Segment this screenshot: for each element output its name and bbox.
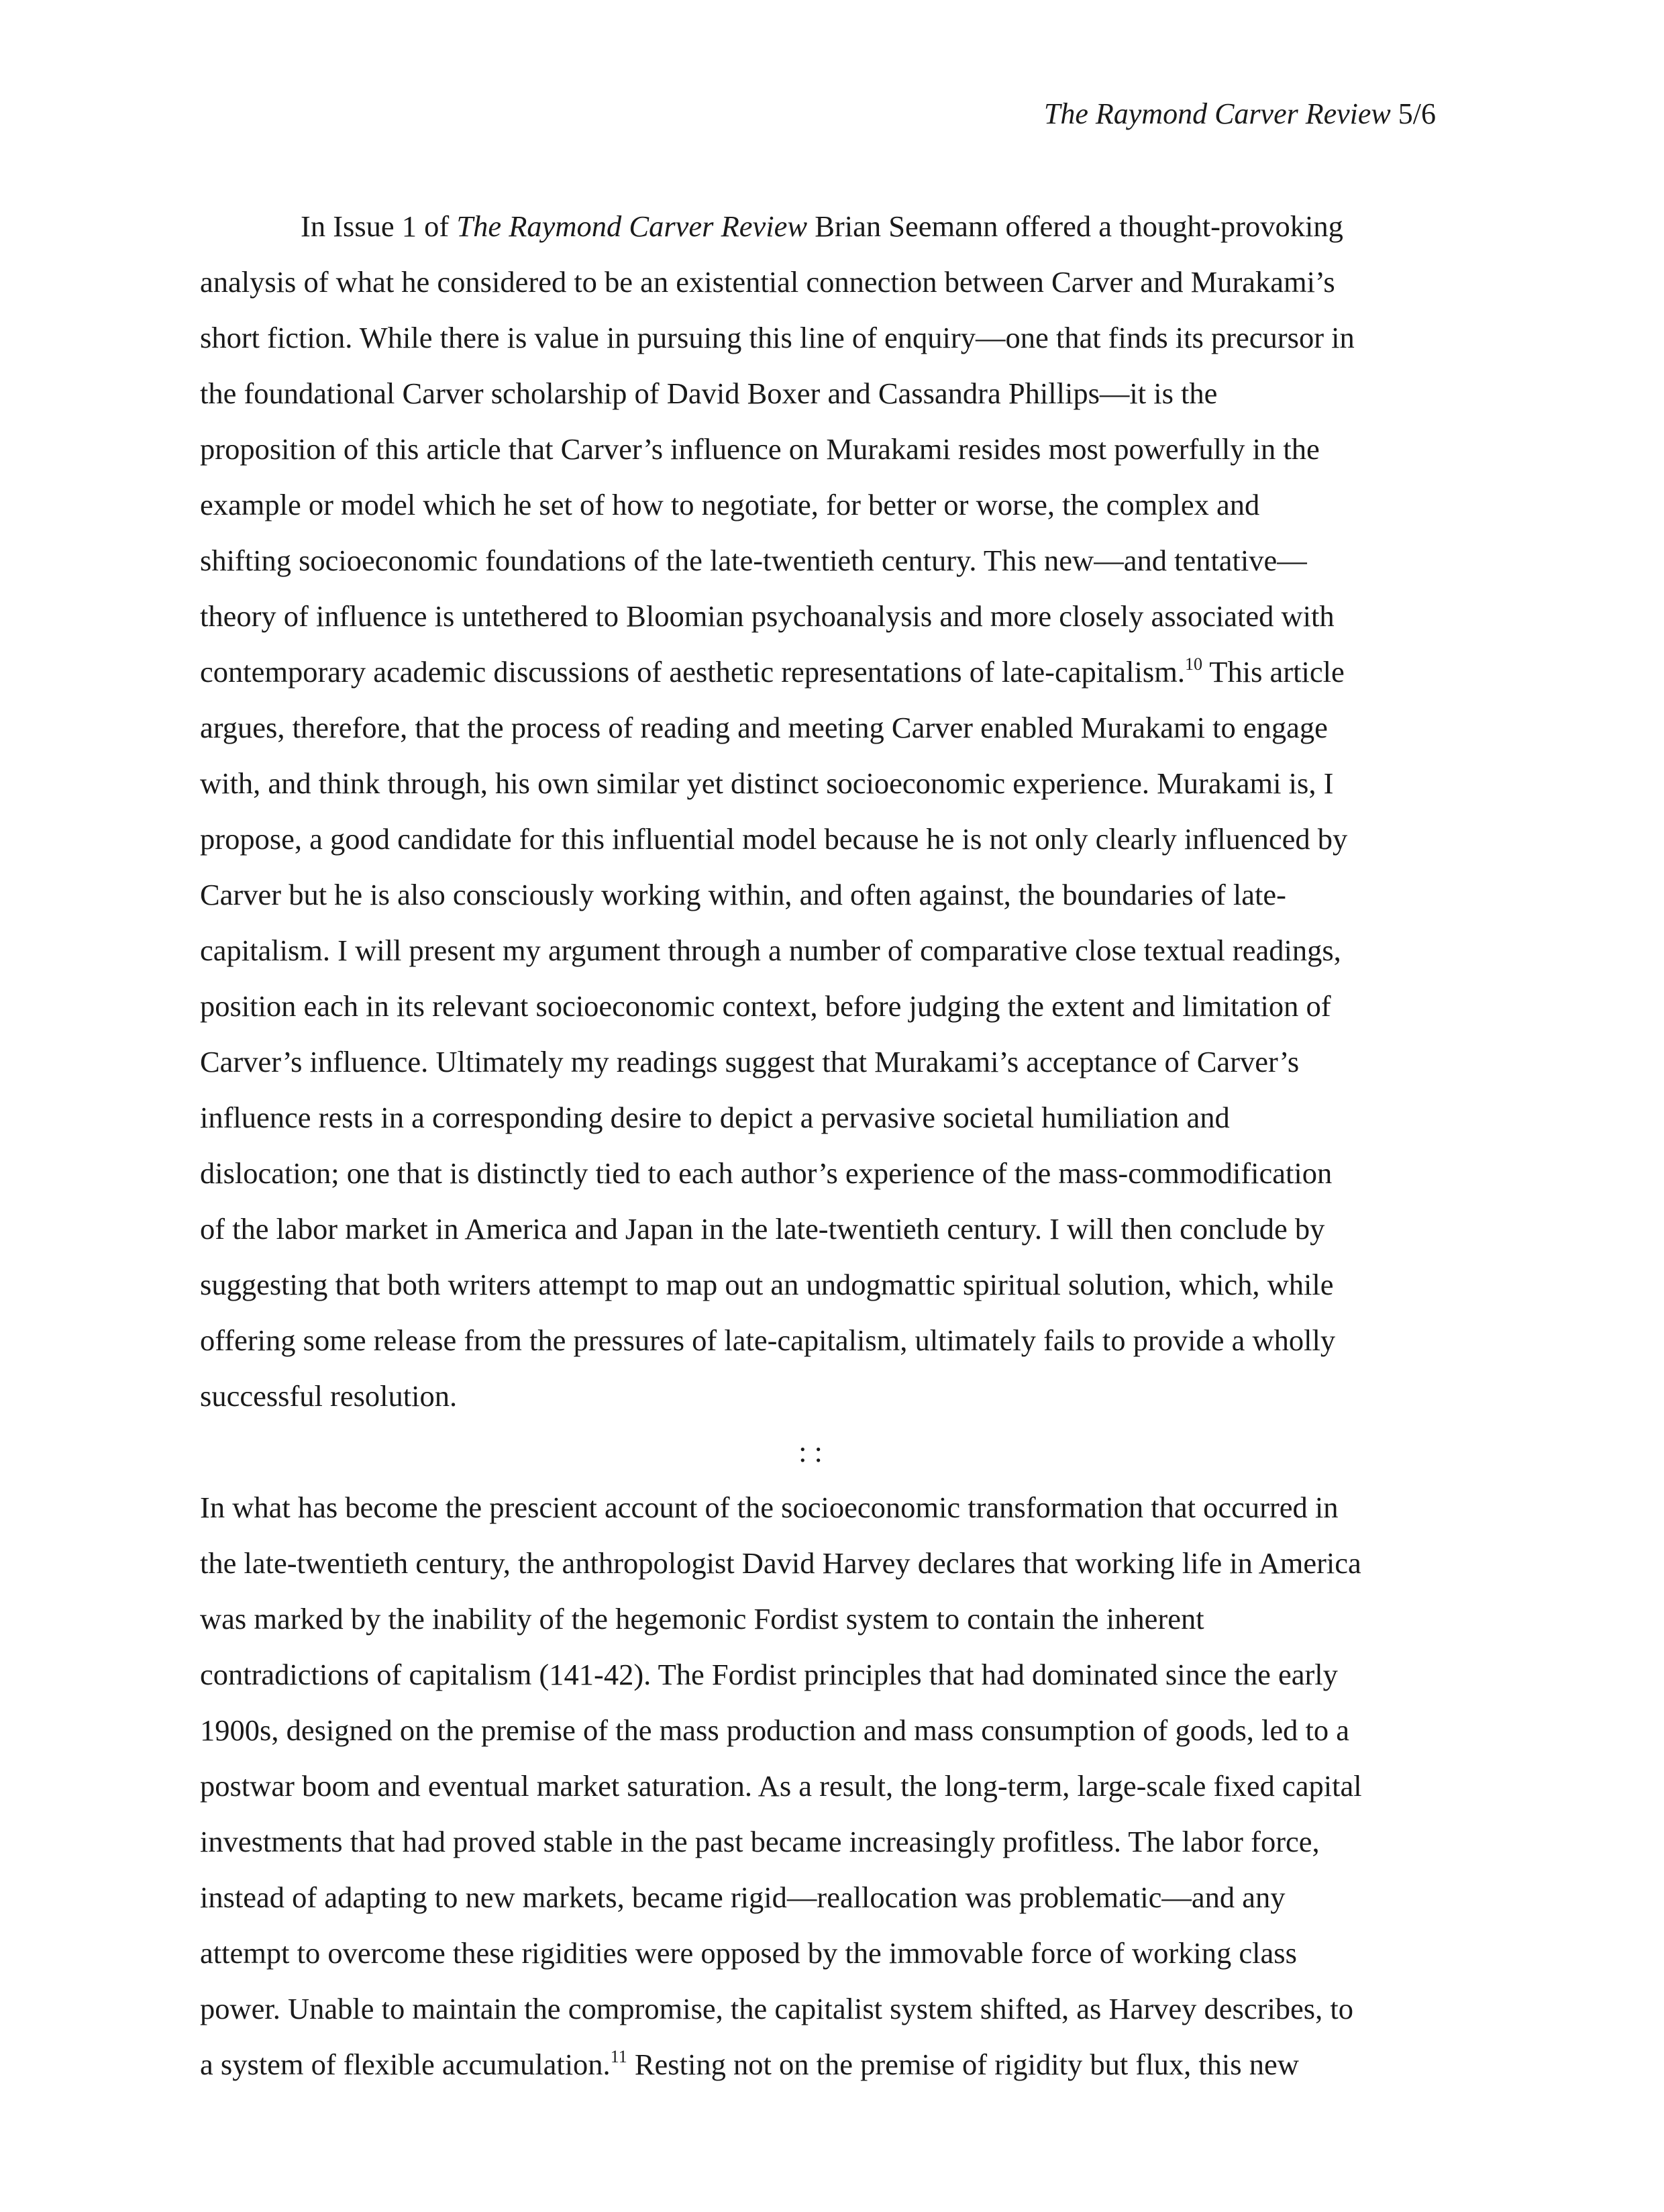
paragraph-line: the foundational Carver scholarship of David Boxer and Cassandra Phillips—it is the [200, 376, 1218, 410]
paragraph-line: investments that had proved stable in the past became increasingly profitless. The labor force, [200, 1825, 1320, 1858]
paragraph-line: In what has become the prescient account of the socioeconomic transformation that occurred in [200, 1491, 1339, 1524]
journal-title-inline: The Raymond Carver Review [456, 209, 808, 243]
paragraph-line: attempt to overcome these rigidities were opposed by the immovable force of working class [200, 1936, 1297, 1970]
running-header [1044, 95, 1436, 133]
paragraph-line: postwar boom and eventual market saturation. As a result, the long-term, large-scale fixed capital [200, 1769, 1362, 1803]
paragraph-line: suggesting that both writers attempt to map out an undogmattic spiritual solution, which, while [200, 1268, 1334, 1301]
paragraph-line-footnote [200, 2037, 1475, 2093]
footnote-marker[interactable]: 11 [610, 2047, 627, 2066]
paragraph-line: capitalism. I will present my argument through a number of comparative close textual readings, [200, 934, 1341, 967]
paragraph-line: 1900s, designed on the premise of the mass production and mass consumption of goods, led to a [200, 1713, 1349, 1747]
paragraph-line: short fiction. While there is value in pursuing this line of enquiry—one that finds its precursor in [200, 321, 1355, 354]
text-run: Resting not on the premise of rigidity but flux, this new [627, 2048, 1299, 2081]
paragraph-line: position each in its relevant socioeconomic context, before judging the extent and limitation of [200, 989, 1331, 1023]
footnote-marker[interactable]: 10 [1184, 654, 1202, 674]
section-separator: : : [798, 1435, 823, 1468]
text-run: contemporary academic discussions of aesthetic representations of late-capitalism. [200, 655, 1185, 689]
page-number: 5/6 [1398, 97, 1436, 130]
paragraph-line-footnote [200, 644, 1475, 700]
paragraph-line: was marked by the inability of the hegemonic Fordist system to contain the inherent [200, 1602, 1204, 1636]
paragraph-line: proposition of this article that Carver’s influence on Murakami resides most powerfully in the [200, 432, 1320, 466]
paragraph-1-line-1 [200, 199, 1475, 254]
paragraph-line: Carver but he is also consciously working within, and often against, the boundaries of late- [200, 878, 1286, 911]
paragraph-line: dislocation; one that is distinctly tied to each author’s experience of the mass-commodification [200, 1156, 1333, 1190]
text-run: In Issue 1 of [301, 209, 457, 243]
paragraph-line: argues, therefore, that the process of reading and meeting Carver enabled Murakami to engage [200, 711, 1328, 744]
paragraph-line: Carver’s influence. Ultimately my readings suggest that Murakami’s acceptance of Carver’s [200, 1045, 1300, 1078]
paragraph-line: contradictions of capitalism (141-42). The Fordist principles that had dominated since the early [200, 1658, 1338, 1691]
paragraph-line: offering some release from the pressures of late-capitalism, ultimately fails to provide a wholly [200, 1323, 1336, 1357]
paragraph-line: instead of adapting to new markets, became rigid—reallocation was problematic—and any [200, 1880, 1286, 1914]
text-run: a system of flexible accumulation. [200, 2048, 611, 2081]
paragraph-line: of the labor market in America and Japan in the late-twentieth century. I will then conclude by [200, 1212, 1325, 1246]
paragraph-line: propose, a good candidate for this influential model because he is not only clearly influenced by [200, 822, 1348, 856]
text-run: Brian Seemann offered a thought-provoking [807, 209, 1343, 243]
paragraph-line: the late-twentieth century, the anthropologist David Harvey declares that working life in America [200, 1546, 1361, 1580]
paragraph-line: with, and think through, his own similar yet distinct socioeconomic experience. Murakami is, I [200, 766, 1334, 800]
paragraph-line: successful resolution. [200, 1379, 458, 1413]
journal-title: The Raymond Carver Review [1043, 97, 1391, 130]
paragraph-line: shifting socioeconomic foundations of the late-twentieth century. This new—and tentative— [200, 544, 1307, 577]
paragraph-line: example or model which he set of how to negotiate, for better or worse, the complex and [200, 488, 1260, 521]
paragraph-line: theory of influence is untethered to Bloomian psychoanalysis and more closely associated with [200, 599, 1335, 633]
paragraph-line: influence rests in a corresponding desire to depict a pervasive societal humiliation and [200, 1101, 1230, 1134]
article-body [200, 199, 1475, 2093]
paragraph-line: analysis of what he considered to be an existential connection between Carver and Murakami’s [200, 265, 1335, 299]
paragraph-line: power. Unable to maintain the compromise, the capitalist system shifted, as Harvey describes, to [200, 1992, 1353, 2025]
text-run: This article [1202, 655, 1345, 689]
